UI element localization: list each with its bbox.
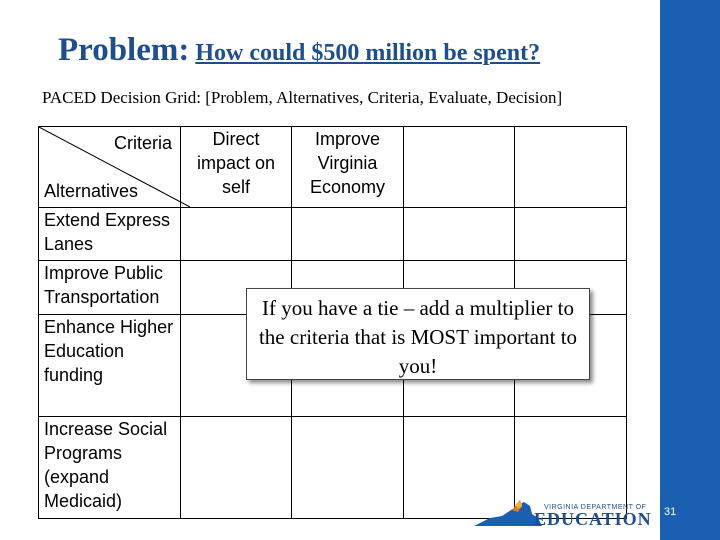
score-cell <box>292 417 404 519</box>
score-cell <box>181 208 292 261</box>
grid-row <box>39 208 627 261</box>
criteria-cell <box>404 127 515 208</box>
page-number: 31 <box>664 506 677 518</box>
alternatives-header: Alternatives <box>44 181 139 201</box>
criteria-cell <box>515 127 627 208</box>
alternative-cell: Improve Public Transportation <box>39 261 181 315</box>
score-cell <box>404 208 515 261</box>
tie-breaker-callout: If you have a tie – add a multiplier to the criteria that is MOST important to you! <box>246 288 590 380</box>
logo-main-text: EDUCATION <box>534 509 652 529</box>
title-label: Problem: <box>58 32 190 68</box>
alternative-cell: Increase Social Programs (expand Medicaid) <box>39 417 181 519</box>
criteria-cell: Direct impact on self <box>181 127 292 208</box>
grid-corner-cell <box>39 127 181 208</box>
score-cell <box>515 208 627 261</box>
logo-top-text: VIRGINIA DEPARTMENT OF <box>544 504 647 511</box>
criteria-header: Criteria <box>113 133 172 153</box>
title-question: How could $500 million be spent? <box>195 40 541 66</box>
score-cell <box>181 417 292 519</box>
slide-title <box>58 32 540 69</box>
score-cell <box>292 208 404 261</box>
slide-subtitle: PACED Decision Grid: [Problem, Alternatives, Criteria, Evaluate, Decision] <box>42 88 563 107</box>
right-accent-bar <box>660 0 720 540</box>
alternative-cell: Extend Express Lanes <box>39 208 181 261</box>
alternative-cell: Enhance Higher Education funding <box>39 315 181 417</box>
vdoe-logo <box>472 496 660 530</box>
criteria-cell: Improve Virginia Economy <box>292 127 404 208</box>
